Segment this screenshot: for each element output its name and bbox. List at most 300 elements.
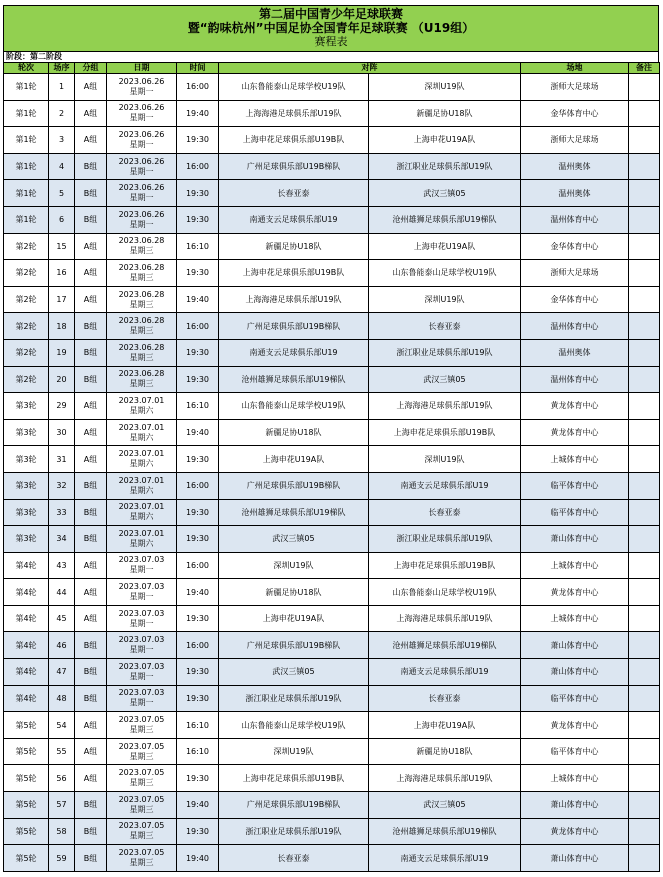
cell-time: 19:30 [177, 605, 219, 632]
cell-date [107, 446, 177, 473]
cell-away-team: 山东鲁能泰山足球学校U19队 [369, 579, 521, 606]
cell-date-value: 2023.07.03 [118, 661, 165, 671]
table-row [4, 339, 660, 366]
cell-time: 19:30 [177, 765, 219, 792]
cell-venue: 黄龙体育中心 [521, 818, 629, 845]
cell-time: 16:10 [177, 712, 219, 739]
cell-round: 第4轮 [4, 579, 49, 606]
cell-time: 19:40 [177, 286, 219, 313]
cell-note [629, 632, 660, 659]
cell-weekday: 星期一 [129, 645, 154, 655]
cell-weekday: 星期一 [129, 113, 154, 123]
schedule-sheet [3, 5, 659, 872]
table-row [4, 180, 660, 207]
cell-date [107, 526, 177, 553]
cell-venue: 萧山体育中心 [521, 659, 629, 686]
cell-group: B组 [75, 313, 107, 340]
cell-weekday: 星期三 [129, 725, 154, 735]
cell-note [629, 659, 660, 686]
table-row [4, 845, 660, 872]
cell-no: 48 [49, 685, 75, 712]
cell-date [107, 233, 177, 260]
cell-away-team: 上海申花U19A队 [369, 712, 521, 739]
cell-no: 32 [49, 472, 75, 499]
cell-group: A组 [75, 286, 107, 313]
cell-home-team: 南通支云足球俱乐部U19 [219, 339, 369, 366]
cell-date-value: 2023.06.28 [118, 236, 165, 246]
cell-round: 第2轮 [4, 313, 49, 340]
cell-round: 第3轮 [4, 446, 49, 473]
cell-home-team: 广州足球俱乐部U19B梯队 [219, 153, 369, 180]
cell-group: B组 [75, 339, 107, 366]
cell-date-value: 2023.07.05 [118, 741, 165, 751]
cell-no: 5 [49, 180, 75, 207]
table-row [4, 313, 660, 340]
cell-group: A组 [75, 100, 107, 127]
cell-time: 19:30 [177, 685, 219, 712]
cell-home-team: 广州足球俱乐部U19B梯队 [219, 632, 369, 659]
cell-home-team: 上海海港足球俱乐部U19队 [219, 100, 369, 127]
cell-time: 16:10 [177, 233, 219, 260]
table-row [4, 100, 660, 127]
cell-venue: 温州奥体 [521, 339, 629, 366]
cell-no: 30 [49, 419, 75, 446]
cell-note [629, 792, 660, 819]
cell-date-value: 2023.06.28 [118, 342, 165, 352]
cell-home-team: 广州足球俱乐部U19B梯队 [219, 792, 369, 819]
cell-home-team: 武汉三镇05 [219, 526, 369, 553]
cell-note [629, 446, 660, 473]
cell-date-value: 2023.06.28 [118, 262, 165, 272]
cell-venue: 黄龙体育中心 [521, 579, 629, 606]
cell-date [107, 260, 177, 287]
table-row [4, 499, 660, 526]
cell-note [629, 472, 660, 499]
cell-date [107, 206, 177, 233]
table-row [4, 74, 660, 101]
cell-date [107, 393, 177, 420]
cell-venue: 温州奥体 [521, 180, 629, 207]
cell-home-team: 上海申花足球俱乐部U19B队 [219, 127, 369, 154]
cell-date-value: 2023.07.05 [118, 821, 165, 831]
cell-venue: 黄龙体育中心 [521, 419, 629, 446]
table-row [4, 579, 660, 606]
cell-date-value: 2023.07.05 [118, 768, 165, 778]
cell-venue: 浙师大足球场 [521, 127, 629, 154]
cell-date [107, 605, 177, 632]
cell-weekday: 星期六 [129, 485, 154, 495]
cell-time: 19:40 [177, 100, 219, 127]
cell-round: 第2轮 [4, 339, 49, 366]
cell-weekday: 星期六 [129, 459, 154, 469]
cell-group: B组 [75, 499, 107, 526]
cell-round: 第2轮 [4, 366, 49, 393]
cell-away-team: 武汉三镇05 [369, 180, 521, 207]
cell-away-team: 上海申花足球俱乐部U19B队 [369, 552, 521, 579]
col-header-note: 备注 [629, 63, 660, 74]
cell-time: 19:40 [177, 792, 219, 819]
cell-venue: 温州体育中心 [521, 313, 629, 340]
cell-weekday: 星期一 [129, 219, 154, 229]
cell-weekday: 星期一 [129, 698, 154, 708]
cell-weekday: 星期六 [129, 538, 154, 548]
cell-group: B组 [75, 818, 107, 845]
cell-round: 第3轮 [4, 499, 49, 526]
cell-away-team: 浙江职业足球俱乐部U19队 [369, 339, 521, 366]
cell-away-team: 沧州雄狮足球俱乐部U19梯队 [369, 818, 521, 845]
cell-away-team: 南通支云足球俱乐部U19 [369, 659, 521, 686]
cell-home-team: 广州足球俱乐部U19B梯队 [219, 472, 369, 499]
title-line-2: 暨“韵味杭州”中国足协全国青年足球联赛 （U19组） [187, 21, 475, 35]
cell-time: 16:10 [177, 738, 219, 765]
cell-away-team: 深圳U19队 [369, 74, 521, 101]
cell-home-team: 长春亚泰 [219, 180, 369, 207]
cell-time: 19:30 [177, 818, 219, 845]
cell-weekday: 星期一 [129, 565, 154, 575]
cell-note [629, 845, 660, 872]
cell-note [629, 393, 660, 420]
cell-round: 第5轮 [4, 792, 49, 819]
cell-away-team: 沧州雄狮足球俱乐部U19梯队 [369, 632, 521, 659]
cell-note [629, 818, 660, 845]
cell-group: A组 [75, 419, 107, 446]
cell-date [107, 499, 177, 526]
cell-time: 16:00 [177, 552, 219, 579]
cell-group: B组 [75, 845, 107, 872]
table-row [4, 206, 660, 233]
cell-no: 20 [49, 366, 75, 393]
cell-weekday: 星期三 [129, 246, 154, 256]
cell-date [107, 579, 177, 606]
cell-time: 16:00 [177, 313, 219, 340]
table-row [4, 526, 660, 553]
cell-no: 46 [49, 632, 75, 659]
cell-date-value: 2023.07.01 [118, 528, 165, 538]
cell-date [107, 180, 177, 207]
cell-round: 第5轮 [4, 712, 49, 739]
cell-away-team: 长春亚泰 [369, 313, 521, 340]
cell-no: 58 [49, 818, 75, 845]
cell-group: A组 [75, 446, 107, 473]
cell-weekday: 星期三 [129, 326, 154, 336]
cell-venue: 温州体育中心 [521, 206, 629, 233]
cell-weekday: 星期六 [129, 405, 154, 415]
cell-group: A组 [75, 127, 107, 154]
cell-away-team: 上海海港足球俱乐部U19队 [369, 605, 521, 632]
title-block [3, 5, 659, 51]
cell-home-team: 沧州雄狮足球俱乐部U19梯队 [219, 499, 369, 526]
cell-away-team: 上海申花U19A队 [369, 127, 521, 154]
cell-group: A组 [75, 712, 107, 739]
cell-group: A组 [75, 605, 107, 632]
cell-no: 55 [49, 738, 75, 765]
cell-round: 第3轮 [4, 419, 49, 446]
cell-note [629, 233, 660, 260]
cell-date [107, 127, 177, 154]
cell-venue: 金华体育中心 [521, 233, 629, 260]
cell-date-value: 2023.07.01 [118, 502, 165, 512]
cell-note [629, 339, 660, 366]
cell-venue: 黄龙体育中心 [521, 393, 629, 420]
table-row [4, 712, 660, 739]
cell-time: 19:40 [177, 419, 219, 446]
cell-date [107, 659, 177, 686]
table-row [4, 738, 660, 765]
cell-home-team: 上海申花足球俱乐部U19B队 [219, 260, 369, 287]
cell-home-team: 山东鲁能泰山足球学校U19队 [219, 74, 369, 101]
cell-date-value: 2023.06.26 [118, 76, 165, 86]
table-row [4, 605, 660, 632]
cell-home-team: 山东鲁能泰山足球学校U19队 [219, 712, 369, 739]
cell-note [629, 366, 660, 393]
cell-venue: 临平体育中心 [521, 499, 629, 526]
cell-no: 43 [49, 552, 75, 579]
cell-date [107, 339, 177, 366]
cell-date-value: 2023.06.26 [118, 209, 165, 219]
cell-time: 19:30 [177, 526, 219, 553]
cell-date-value: 2023.07.05 [118, 848, 165, 858]
cell-group: A组 [75, 74, 107, 101]
cell-note [629, 206, 660, 233]
cell-note [629, 685, 660, 712]
cell-note [629, 499, 660, 526]
cell-home-team: 广州足球俱乐部U19B梯队 [219, 313, 369, 340]
cell-round: 第2轮 [4, 260, 49, 287]
cell-venue: 上城体育中心 [521, 446, 629, 473]
cell-date [107, 74, 177, 101]
cell-away-team: 浙江职业足球俱乐部U19队 [369, 153, 521, 180]
cell-away-team: 上海申花U19A队 [369, 233, 521, 260]
cell-note [629, 738, 660, 765]
cell-venue: 萧山体育中心 [521, 526, 629, 553]
cell-round: 第1轮 [4, 127, 49, 154]
cell-weekday: 星期三 [129, 778, 154, 788]
cell-round: 第2轮 [4, 286, 49, 313]
col-header-venue: 场地 [521, 63, 629, 74]
cell-venue: 临平体育中心 [521, 685, 629, 712]
cell-away-team: 浙江职业足球俱乐部U19队 [369, 526, 521, 553]
table-row [4, 393, 660, 420]
cell-group: A组 [75, 552, 107, 579]
table-row [4, 685, 660, 712]
cell-round: 第3轮 [4, 526, 49, 553]
cell-note [629, 127, 660, 154]
cell-date [107, 685, 177, 712]
cell-time: 19:30 [177, 339, 219, 366]
cell-round: 第1轮 [4, 100, 49, 127]
cell-date-value: 2023.07.01 [118, 449, 165, 459]
col-header-date: 日期 [107, 63, 177, 74]
cell-date [107, 712, 177, 739]
cell-home-team: 沧州雄狮足球俱乐部U19梯队 [219, 366, 369, 393]
cell-round: 第5轮 [4, 738, 49, 765]
table-row [4, 818, 660, 845]
cell-no: 44 [49, 579, 75, 606]
cell-weekday: 星期一 [129, 592, 154, 602]
cell-note [629, 765, 660, 792]
table-row [4, 419, 660, 446]
cell-weekday: 星期三 [129, 299, 154, 309]
table-row [4, 632, 660, 659]
cell-home-team: 浙江职业足球俱乐部U19队 [219, 685, 369, 712]
cell-time: 19:40 [177, 579, 219, 606]
cell-date [107, 286, 177, 313]
cell-date [107, 792, 177, 819]
cell-no: 33 [49, 499, 75, 526]
cell-venue: 萧山体育中心 [521, 845, 629, 872]
cell-home-team: 新疆足协U18队 [219, 233, 369, 260]
cell-date [107, 100, 177, 127]
table-row [4, 233, 660, 260]
cell-group: A组 [75, 393, 107, 420]
cell-time: 19:30 [177, 180, 219, 207]
cell-date [107, 552, 177, 579]
cell-round: 第3轮 [4, 472, 49, 499]
table-row [4, 765, 660, 792]
cell-venue: 金华体育中心 [521, 286, 629, 313]
cell-away-team: 长春亚泰 [369, 685, 521, 712]
cell-home-team: 上海申花U19A队 [219, 446, 369, 473]
cell-group: B组 [75, 632, 107, 659]
col-header-round: 轮次 [4, 63, 49, 74]
cell-date-value: 2023.06.26 [118, 156, 165, 166]
cell-home-team: 深圳U19队 [219, 552, 369, 579]
cell-note [629, 74, 660, 101]
cell-date-value: 2023.07.03 [118, 555, 165, 565]
cell-away-team: 上海海港足球俱乐部U19队 [369, 765, 521, 792]
cell-group: B组 [75, 685, 107, 712]
cell-date [107, 419, 177, 446]
col-header-no: 场序 [49, 63, 75, 74]
cell-date [107, 153, 177, 180]
cell-home-team: 山东鲁能泰山足球学校U19队 [219, 393, 369, 420]
cell-home-team: 武汉三镇05 [219, 659, 369, 686]
cell-note [629, 419, 660, 446]
cell-round: 第5轮 [4, 818, 49, 845]
cell-no: 45 [49, 605, 75, 632]
cell-weekday: 星期六 [129, 512, 154, 522]
cell-time: 19:40 [177, 845, 219, 872]
cell-group: B组 [75, 526, 107, 553]
schedule-table [3, 62, 660, 872]
cell-round: 第4轮 [4, 632, 49, 659]
cell-away-team: 新疆足协U18队 [369, 100, 521, 127]
cell-weekday: 星期三 [129, 272, 154, 282]
cell-weekday: 星期一 [129, 618, 154, 628]
table-row [4, 659, 660, 686]
table-row [4, 552, 660, 579]
cell-away-team: 深圳U19队 [369, 286, 521, 313]
cell-time: 19:30 [177, 446, 219, 473]
cell-weekday: 星期三 [129, 858, 154, 868]
cell-weekday: 星期一 [129, 86, 154, 96]
cell-time: 16:00 [177, 632, 219, 659]
cell-no: 16 [49, 260, 75, 287]
cell-date-value: 2023.07.03 [118, 608, 165, 618]
cell-away-team: 南通支云足球俱乐部U19 [369, 472, 521, 499]
table-row [4, 286, 660, 313]
cell-note [629, 153, 660, 180]
cell-no: 34 [49, 526, 75, 553]
cell-no: 19 [49, 339, 75, 366]
cell-date [107, 472, 177, 499]
cell-group: B组 [75, 366, 107, 393]
cell-note [629, 712, 660, 739]
cell-no: 3 [49, 127, 75, 154]
cell-date-value: 2023.07.03 [118, 688, 165, 698]
cell-note [629, 579, 660, 606]
cell-date [107, 313, 177, 340]
cell-time: 19:30 [177, 659, 219, 686]
cell-no: 1 [49, 74, 75, 101]
cell-round: 第4轮 [4, 659, 49, 686]
cell-date-value: 2023.07.03 [118, 635, 165, 645]
cell-round: 第1轮 [4, 180, 49, 207]
cell-away-team: 上海申花足球俱乐部U19B队 [369, 419, 521, 446]
cell-weekday: 星期三 [129, 804, 154, 814]
cell-date [107, 366, 177, 393]
cell-home-team: 新疆足协U18队 [219, 579, 369, 606]
cell-time: 19:30 [177, 499, 219, 526]
cell-venue: 浙师大足球场 [521, 74, 629, 101]
cell-time: 19:30 [177, 366, 219, 393]
cell-time: 16:00 [177, 153, 219, 180]
cell-group: A组 [75, 765, 107, 792]
cell-note [629, 286, 660, 313]
cell-venue: 浙师大足球场 [521, 260, 629, 287]
cell-no: 2 [49, 100, 75, 127]
cell-date-value: 2023.06.26 [118, 183, 165, 193]
cell-home-team: 新疆足协U18队 [219, 419, 369, 446]
cell-home-team: 长春亚泰 [219, 845, 369, 872]
cell-date-value: 2023.07.03 [118, 582, 165, 592]
cell-note [629, 260, 660, 287]
cell-home-team: 上海申花足球俱乐部U19B队 [219, 765, 369, 792]
cell-date-value: 2023.06.28 [118, 289, 165, 299]
col-header-group: 分组 [75, 63, 107, 74]
cell-venue: 金华体育中心 [521, 100, 629, 127]
cell-home-team: 上海申花U19A队 [219, 605, 369, 632]
cell-venue: 上城体育中心 [521, 552, 629, 579]
cell-venue: 上城体育中心 [521, 605, 629, 632]
cell-home-team: 浙江职业足球俱乐部U19队 [219, 818, 369, 845]
cell-date-value: 2023.07.05 [118, 715, 165, 725]
cell-away-team: 武汉三镇05 [369, 366, 521, 393]
cell-round: 第1轮 [4, 153, 49, 180]
cell-weekday: 星期三 [129, 751, 154, 761]
cell-venue: 萧山体育中心 [521, 632, 629, 659]
cell-weekday: 星期一 [129, 671, 154, 681]
cell-date-value: 2023.06.26 [118, 129, 165, 139]
cell-venue: 温州奥体 [521, 153, 629, 180]
table-row [4, 446, 660, 473]
cell-round: 第4轮 [4, 605, 49, 632]
cell-no: 15 [49, 233, 75, 260]
cell-venue: 萧山体育中心 [521, 792, 629, 819]
cell-time: 16:00 [177, 472, 219, 499]
cell-group: B组 [75, 206, 107, 233]
cell-round: 第5轮 [4, 845, 49, 872]
cell-no: 29 [49, 393, 75, 420]
cell-no: 54 [49, 712, 75, 739]
cell-venue: 温州体育中心 [521, 366, 629, 393]
cell-no: 4 [49, 153, 75, 180]
cell-venue: 临平体育中心 [521, 472, 629, 499]
cell-date [107, 845, 177, 872]
cell-away-team: 新疆足协U18队 [369, 738, 521, 765]
cell-weekday: 星期一 [129, 139, 154, 149]
cell-group: B组 [75, 472, 107, 499]
